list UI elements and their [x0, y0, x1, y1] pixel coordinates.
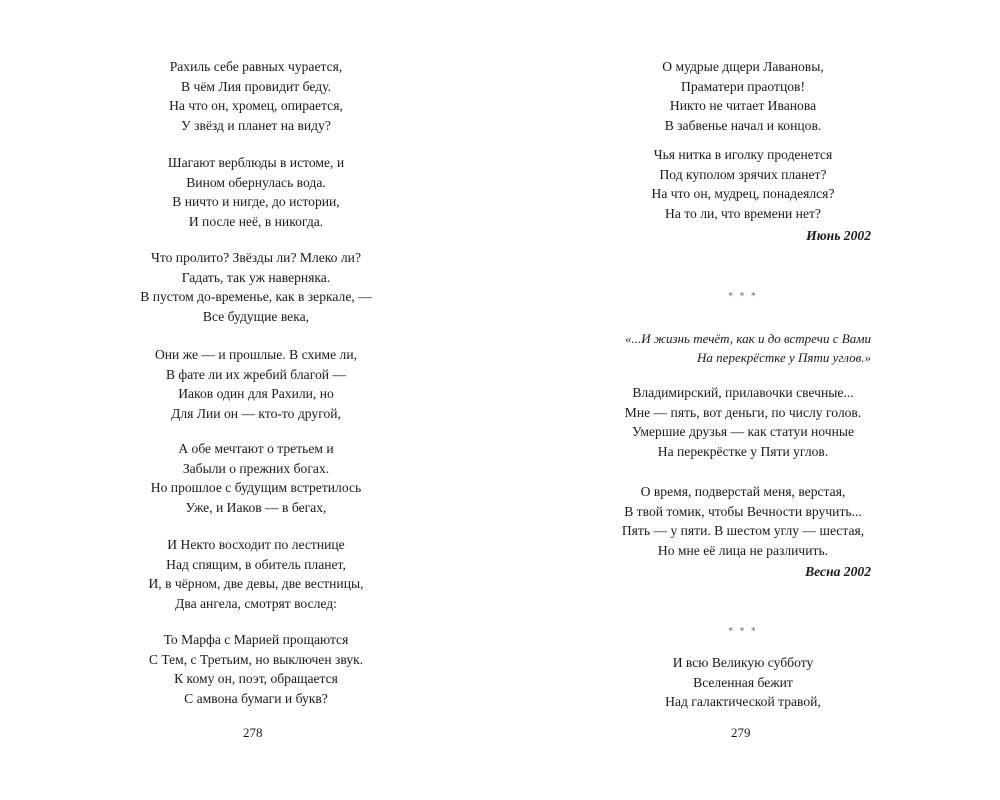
verse-line: В пустом до-временье, как в зеркале, — — [140, 289, 372, 305]
verse-line: У звёзд и планет на виду? — [181, 117, 331, 133]
verse-line: И после неё, в никогда. — [188, 213, 324, 229]
page-number: 279 — [731, 725, 751, 740]
verse-line: Они же — и прошлые. В схиме ли, — [154, 347, 358, 362]
verse-line: Все будущие века, — [202, 308, 310, 324]
verse-line: И, в чёрном, две девы, две вестницы, — [148, 576, 364, 592]
stanza — [106, 535, 406, 613]
verse-line: И всю Великую субботу — [672, 655, 814, 670]
stanza — [106, 248, 406, 326]
verse-line: Над галактической травой, — [665, 694, 821, 710]
verse-line: Забыли о прежних богах. — [182, 460, 330, 476]
verse-line: В ничто и нигде, до истории, — [172, 194, 340, 210]
verse-line: Умершие друзья — как статуи ночные — [631, 424, 855, 440]
stanza — [593, 653, 893, 712]
verse-line: Над спящим, в обитель планет, — [166, 556, 346, 572]
epigraph-line: На перекрёстке у Пяти углов.» — [697, 349, 871, 365]
verse-line: Но мне её лица не различить. — [657, 542, 829, 558]
poem-date: Весна 2002 — [805, 564, 871, 579]
verse-line: Для Лии он — кто-то другой, — [171, 405, 341, 421]
page-number: 278 — [243, 725, 263, 740]
verse-line: То Марфа с Марией прощаются — [163, 632, 349, 647]
stanza — [593, 145, 893, 223]
verse-line: Никто не читает Иванова — [669, 98, 817, 114]
right-page — [500, 0, 1000, 800]
verse-line: Под куполом зрячих планет? — [659, 166, 827, 182]
section-separator: * * * — [728, 292, 758, 302]
verse-line: И Некто восходит по лестнице — [167, 537, 345, 552]
verse-line: Мне — пять, вот деньги, по числу голов. — [624, 404, 862, 420]
verse-line: Праматери праотцов! — [681, 78, 805, 94]
verse-line: Уже, и Иаков — в бегах, — [185, 499, 327, 515]
stanza — [106, 153, 406, 231]
verse-line: Иаков один для Рахили, но — [178, 386, 334, 402]
verse-line: О мудрые дщери Лавановы, — [662, 59, 824, 74]
verse-line: С Тем, с Третьим, но выключен звук. — [148, 651, 364, 667]
verse-line: Вселенная бежит — [693, 674, 793, 690]
verse-line: Гадать, так уж наверняка. — [181, 269, 331, 285]
verse-line: Пять — у пяти. В шестом углу — шестая, — [621, 523, 865, 539]
epigraph-line: «...И жизнь течёт, как и до встречи с Вами — [625, 331, 871, 346]
verse-line: Владимирский, прилавочки свечные... — [632, 385, 854, 400]
verse-line: А обе мечтают о третьем и — [178, 441, 334, 456]
verse-line: В чём Лия провидит беду. — [181, 78, 331, 94]
verse-line: В забвенье начал и концов. — [664, 117, 822, 133]
verse-line: О время, подверстай меня, верстая, — [640, 484, 846, 499]
verse-line: Рахиль себе равных чурается, — [169, 59, 343, 74]
verse-line: Но прошлое с будущим встретилось — [150, 480, 362, 496]
epigraph — [625, 330, 871, 367]
verse-line: Вином обернулась вода. — [186, 174, 326, 190]
stanza — [106, 57, 406, 135]
verse-line: На то ли, что времени нет? — [665, 205, 821, 221]
verse-line: В фате ли их жребий благой — — [165, 366, 347, 382]
verse-line: К кому он, поэт, обращается — [174, 671, 338, 687]
verse-line: На что он, мудрец, понадеялся? — [651, 186, 835, 202]
poem-date: Июнь 2002 — [806, 228, 871, 243]
stanza — [106, 439, 406, 517]
verse-line: На перекрёстке у Пяти углов. — [657, 443, 829, 459]
verse-line: Шагают верблюды в истоме, и — [167, 155, 345, 170]
verse-line: Что пролито? Звёзды ли? Млеко ли? — [151, 250, 361, 265]
stanza — [106, 345, 406, 423]
section-separator: * * * — [728, 627, 758, 637]
verse-line: Два ангела, смотрят вослед: — [175, 595, 337, 611]
stanza — [106, 630, 406, 708]
verse-line: В твой томик, чтобы Вечности вручить... — [624, 503, 862, 519]
verse-line: На что он, хромец, опирается, — [169, 98, 343, 114]
verse-line: Чья нитка в иголку проденется — [653, 147, 833, 162]
stanza — [593, 482, 893, 560]
stanza — [593, 383, 893, 461]
verse-line: С амвона бумаги и букв? — [184, 690, 328, 706]
stanza — [593, 57, 893, 135]
